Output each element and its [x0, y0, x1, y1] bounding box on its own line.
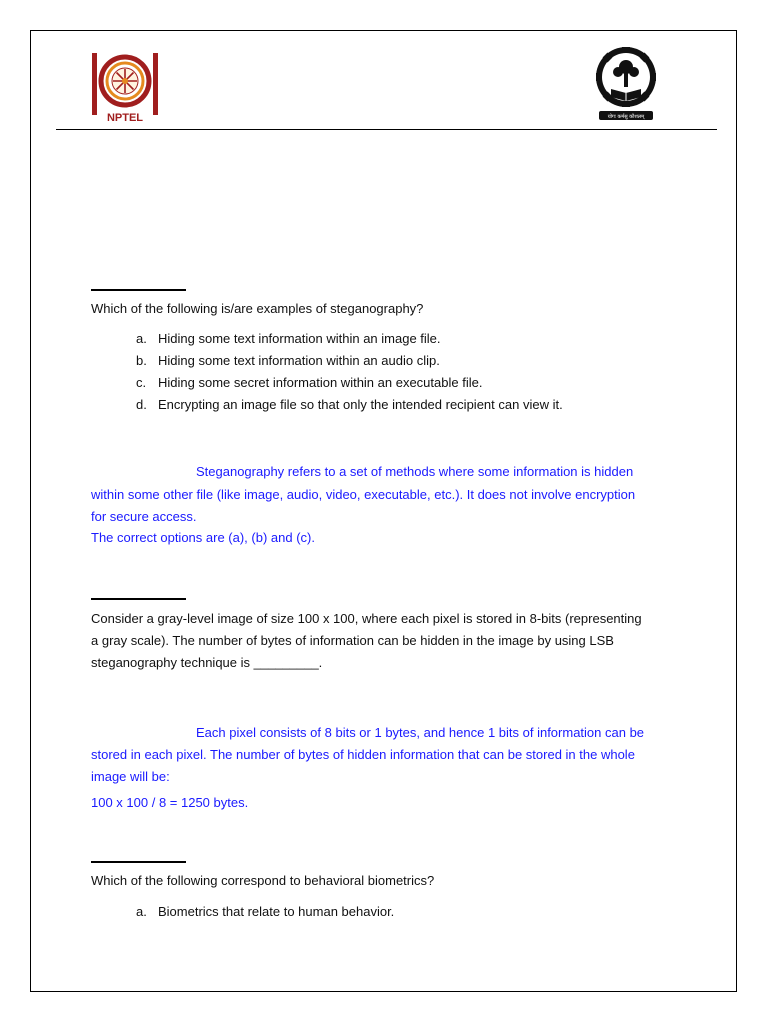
- question-number-underline: [91, 861, 186, 863]
- question-number-underline: [91, 598, 186, 600]
- header-divider: [56, 129, 717, 130]
- nptel-logo-text: NPTEL: [106, 112, 144, 123]
- question-3-option-a: [136, 902, 394, 922]
- question-1-option-b: [136, 351, 440, 371]
- question-2-explanation-line: image will be:: [91, 769, 170, 784]
- nptel-logo-icon: [92, 53, 158, 123]
- question-1-explanation-line: Steganography refers to a set of methods where some information is hidden: [196, 464, 634, 479]
- question-1-option-a: [136, 329, 441, 349]
- question-2-answer: 100 x 100 / 8 = 1250 bytes.: [91, 795, 249, 810]
- option-text: Biometrics that relate to human behavior.: [158, 904, 395, 919]
- option-label: a.: [136, 331, 147, 346]
- question-2-explanation-line: stored in each pixel. The number of bytes of hidden information that can be stored in the whole: [91, 747, 635, 762]
- question-1-answer: The correct options are (a), (b) and (c).: [91, 530, 315, 545]
- option-label: b.: [136, 353, 147, 368]
- option-text: Hiding some text information within an audio clip.: [158, 353, 440, 368]
- option-text: Hiding some text information within an image file.: [158, 331, 441, 346]
- question-1-text: Which of the following is/are examples of steganography?: [91, 301, 424, 316]
- option-text: Encrypting an image file so that only the intended recipient can view it.: [158, 397, 563, 412]
- question-1-explanation-line: for secure access.: [91, 509, 197, 524]
- question-2-text-line: a gray scale). The number of bytes of information can be hidden in the image by using LSB: [91, 633, 614, 648]
- option-label: a.: [136, 904, 147, 919]
- question-3-text: Which of the following correspond to behavioral biometrics?: [91, 873, 435, 888]
- document-page: [30, 30, 737, 992]
- question-1-option-c: [136, 373, 482, 393]
- option-text: Hiding some secret information within an executable file.: [158, 375, 483, 390]
- question-1-option-d: [136, 395, 563, 415]
- question-2-text-line: steganography technique is _________.: [91, 655, 323, 670]
- question-2-text-line: Consider a gray-level image of size 100 x 100, where each pixel is stored in 8-bits (representing: [91, 611, 642, 626]
- question-2-explanation-line: Each pixel consists of 8 bits or 1 bytes, and hence 1 bits of information can be: [196, 725, 645, 740]
- question-1-explanation-line: within some other file (like image, audio, video, executable, etc.). It does not involve encryption: [91, 487, 636, 502]
- question-number-underline: [91, 289, 186, 291]
- emblem-motto: योगः कर्मसु कौशलम्: [607, 114, 645, 120]
- iit-kharagpur-emblem-icon: [591, 45, 661, 125]
- option-label: c.: [136, 375, 147, 390]
- option-label: d.: [136, 397, 147, 412]
